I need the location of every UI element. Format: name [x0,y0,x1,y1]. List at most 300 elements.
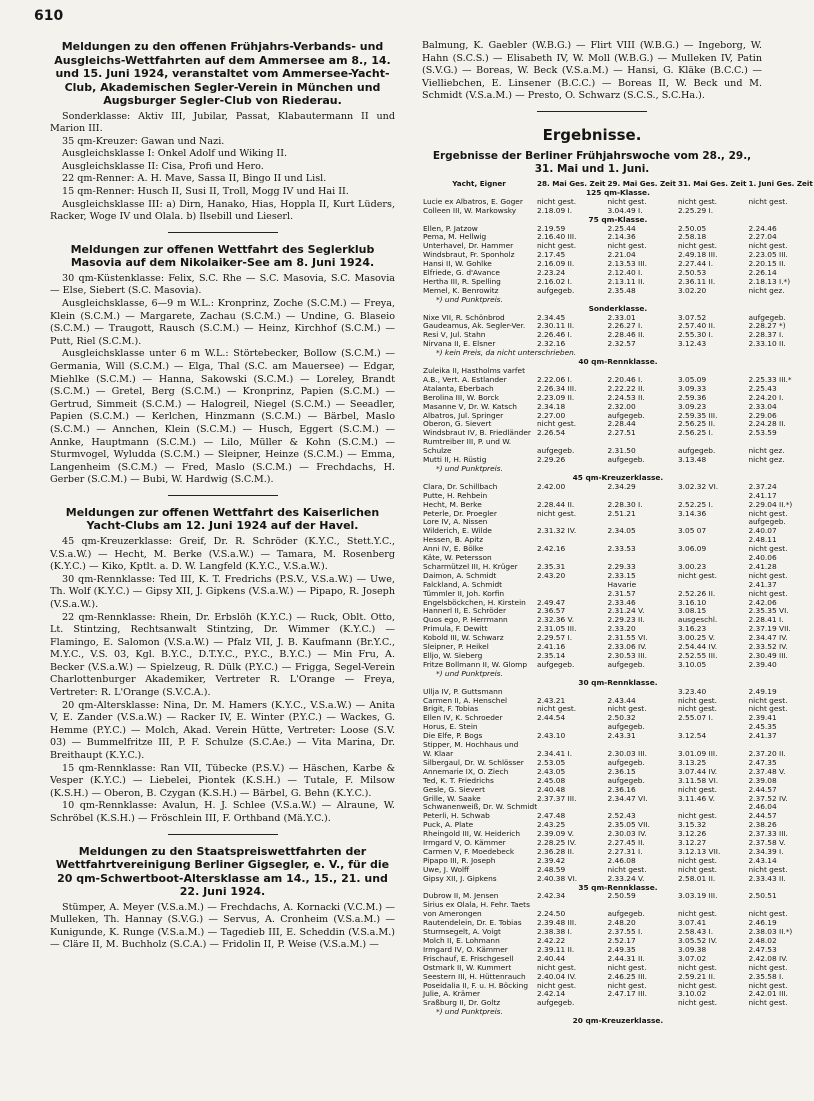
time-cell: 2.52.26 II. [677,588,716,598]
time-cell: 2.38.03 II.*) [748,927,793,937]
header-1-juni: 1. Juni Ges. Zeit [748,178,813,188]
time-cell: nicht gest. [537,419,577,429]
time-cell: 2.38.26 [748,820,777,830]
yacht-cell: Gaudeamus, Ak. Segler-Ver. [423,321,526,331]
yacht-cell: Stipper, M. Hochhaus und [423,740,519,750]
time-cell: 2.32.36 V. [537,615,575,625]
time-cell: 2.40.04 IV. [537,971,577,981]
header-29-mai: 29. Mai Ges. Zeit [607,178,676,188]
time-cell: 2.33.10 II. [748,339,786,349]
time-cell: 2.25.29 I. [677,205,714,215]
time-cell: 2.16.40 III. [537,232,577,242]
time-cell: 3.12.54 [677,731,707,741]
time-cell: 2.22.22 II. [607,383,645,393]
time-cell: aufgegeb. [748,517,786,527]
time-cell: 2.33.24 V. [607,873,645,883]
time-cell: nicht gest. [607,704,647,714]
yacht-cell: Clara, Dr. Schillbach [423,481,498,491]
time-cell: 3.00.23 [677,561,707,571]
announcement-paragraph: 45 qm-Kreuzerklasse: Greif, Dr. R. Schröder (K.Y.C., Stett.Y.C., V.S.a.W.) — Hecht, M. Berke (V.S.a.W.) — Tamara, M. Rosenberg (K.Y.C.) — Kiko, Kptlt. a. D. W. Langfeld (K.Y.C., V.S.a.W.). [50,535,395,573]
yacht-cell: Sturmsegelt, A. Voigt [423,927,501,937]
yacht-cell: Wilderich, E. Wilde [423,526,492,536]
time-cell: nicht gest. [677,704,718,714]
results-table [422,180,814,1026]
time-cell: 2.57.40 II. [677,321,716,331]
yacht-cell: Brigit, F. Tobias [423,704,479,714]
time-cell: nicht gest. [677,864,718,874]
yacht-cell: Hessen, B. Apitz [423,535,484,545]
time-cell: nicht gest. [748,544,788,554]
time-cell: 2.31.24 V. [607,606,645,616]
time-cell: 2.37.58 V. [748,838,786,848]
time-cell: 2.37.48 V. [748,766,786,776]
time-cell: 2.49.47 [537,597,566,607]
time-cell: 2.20.15 II. [748,259,786,269]
time-cell: 2.45.35 [748,722,777,732]
yacht-cell: Unterhavel, Dr. Hammer [423,241,514,251]
time-cell: 2.37.20 II. [748,748,786,758]
yacht-cell: Horus, E. Stein [423,722,478,732]
time-cell: 2.41.37 [748,731,777,741]
time-cell: 2.36.28 II. [537,846,575,856]
time-cell: 3.05 07 [677,526,707,536]
time-cell: nicht gest. [748,909,788,919]
time-cell: 3.07.52 [677,312,707,322]
time-cell: 2.27.51 [607,428,636,438]
time-cell: aufgegeb. [607,775,645,785]
time-cell: 2.36.15 [607,766,636,776]
yacht-cell: Tümmler II, Joh. Korfin [423,588,505,598]
yacht-cell: W. Klaar [423,748,454,758]
time-cell: 2.34.39 I. [748,846,784,856]
time-cell: 2.29.06 [748,410,777,420]
yacht-cell: Peterli, H. Schwab [423,811,490,821]
yacht-cell: A.B., Vert. A. Estlander [423,374,507,384]
time-cell: 2.39.48 III. [537,918,577,928]
time-cell: 3.00.25 V. [677,633,715,643]
time-cell: nicht gest. [748,998,788,1008]
announcement-paragraph: 10 qm-Rennklasse: Avalun, H. J. Schlee (V.S.a.W.) — Alraune, W. Schröbel (K.S.H.) — Fröschlein III, F. Orthband (Mä.Y.C.). [50,800,395,824]
time-cell: 2.24.53 II. [607,392,645,402]
time-cell: 2.31.57 [607,588,636,598]
time-cell: 2.59.36 [677,392,707,402]
time-cell: 3.02.20 [677,285,707,295]
time-cell: 2.33.06 IV. [607,642,647,652]
divider [537,111,647,112]
time-cell: 2.34.18 [537,401,566,411]
time-cell: 2.58.18 [677,232,707,242]
time-cell: aufgegeb. [537,659,575,669]
yacht-cell: Windsbraut, Fr. Sponholz [423,250,515,260]
time-cell: aufgegeb. [607,455,645,465]
time-cell: aufgegeb. [537,285,575,295]
time-cell: 2.52.25 I. [677,499,714,509]
yacht-cell: Poseidalia II, F. u. H. Böcking [423,980,529,990]
time-cell: 2.39.08 [748,775,777,785]
yacht-cell: Gesle, G. Sievert [423,784,485,794]
time-cell: 2.39.09 V. [537,829,575,839]
time-cell: 2.46.04 [748,802,777,812]
time-cell: 2.52.55 III. [677,651,718,660]
time-cell: 2.34.45 [537,312,566,322]
time-cell: 2.35.31 [537,561,566,571]
yacht-cell: Mutti II, H. Rüstig [423,455,487,465]
time-cell: 2.26.46 I. [537,330,573,340]
yacht-cell: Lucie ex Albatros, E. Goger [423,196,523,206]
yacht-cell: Pema, M. Hellwig [423,232,487,242]
time-cell: nicht gest. [748,508,788,518]
time-cell: nicht gest. [677,998,718,1008]
time-cell: 2.25.44 [607,223,636,233]
yacht-cell: Atalanta, Eberbach [423,383,494,393]
time-cell: 2.18.09 I. [537,205,573,215]
yacht-cell: Carmen II, A. Henschel [423,695,508,705]
time-cell: 3.03.19 III. [677,891,718,901]
time-cell: 2.44.57 [748,811,777,821]
yacht-cell: Rheingold III, W. Heiderich [423,829,521,839]
class-heading: 20 qm-Kreuzerklasse. [572,1016,664,1026]
time-cell: nicht gest. [677,855,718,865]
time-cell: 2.43.05 [537,766,566,776]
yacht-cell: Fritze Bollmann II, W. Glomp [423,659,528,669]
time-cell: nicht gest. [748,196,788,206]
time-cell: ausgeschl. [677,615,718,625]
class-heading: 45 qm-Kreuzerklasse. [572,472,664,482]
yacht-cell: Die Elfe, P. Bogs [423,731,483,741]
time-cell: nicht gest. [607,962,647,972]
announcement [50,506,395,826]
time-cell: 2.31.55 VI. [607,633,648,643]
time-cell: 2.41.37 [748,579,777,589]
time-cell: nicht gest. [607,241,647,251]
yacht-cell: Masanne V, Dr. W. Katsch [423,401,517,411]
time-cell: aufgegeb. [537,446,575,456]
time-cell: 2.25.33 III.* [748,374,792,384]
time-cell: nicht gest. [748,695,788,705]
time-cell: 2.35.35 VI. [748,606,789,616]
time-cell: 2.39.41 [748,713,777,723]
yacht-cell: Irmgard V, O. Kämmer [423,838,506,848]
time-cell [536,581,606,590]
time-cell: 2.43.21 [537,695,566,705]
time-cell: 2.30.03 IV. [607,829,647,839]
time-cell: 3.09.38 [677,944,707,954]
time-cell: 2.27.44 I. [677,259,714,269]
announcement-heading: Meldungen zur offenen Wettfahrt des Seglerklub Masovia auf dem Nikolaiker-See am 8. Juni 1924. [70,242,375,270]
time-cell: 2.18.13 I.*) [748,276,791,286]
time-cell: 3.12.27 [677,838,707,848]
time-cell: 2.35.05 VII. [607,820,650,830]
time-cell: 2.30.11 II. [537,321,575,331]
time-cell: 2.44.54 [537,713,566,723]
yacht-cell: Nirvana II, E. Elsner [423,339,496,349]
announcement [50,40,395,224]
time-cell: 2.28.25 IV. [537,838,577,848]
announcement-heading: Meldungen zu den offenen Frühjahrs-Verbands- und Ausgleichs-Wettfahrten auf dem Ammersee am 8., 14. und 15. Juni 1924, veranstaltet vom Ammersee-Yacht-Club, Akademischen Segler-Verein in München und Augsburger Segler-Club von Riederau. [54,40,391,107]
time-cell: 2.20.46 I. [607,374,643,384]
yacht-cell: Ellen IV, K. Schroeder [423,713,503,723]
time-cell: 2.32.16 [537,339,566,349]
announcement-paragraph: 35 qm-Kreuzer: Gawan und Nazi. [62,135,225,147]
yacht-cell: Irmgard IV, O. Kämmer [423,944,508,954]
time-cell: nicht gest. [677,909,718,919]
time-cell: 2.59.35 III. [677,410,718,420]
time-cell: aufgegeb. [607,410,645,420]
time-cell: 2.53.59 [748,428,777,438]
time-cell: 2.28.44 II. [537,499,575,509]
time-cell: 2.42.14 [537,989,566,999]
time-cell: 2.39.40 [748,659,777,669]
time-cell: 2.46.08 [607,855,636,865]
yacht-cell: Ted, K. T. Friedrichs [423,775,494,785]
yacht-cell: Grille, W. Saake [423,793,481,803]
announcement-paragraph: Ausgleichsklasse III: a) Dirn, Hanako, Hias, Hoppla II, Kurt Lüders, Racker, Woge IV und Olala. b) Ilsebill und Lieserl. [50,198,395,223]
time-cell: 3.05.52 IV. [677,936,718,945]
time-cell: 2.28.41 I. [748,615,784,625]
footnote: *) und Punktpreis. [436,463,503,473]
yacht-cell: Putte, H. Rehbein [423,490,488,500]
time-cell: 2.24.46 [748,223,777,233]
time-cell: 2.46.19 [748,918,777,928]
time-cell: 2.23.05 III. [748,250,788,260]
yacht-cell: Anni IV, E. Bölke [423,544,484,554]
yacht-cell: Berolina III, W. Borck [423,392,499,402]
yacht-cell: Elfriede, G. d'Avance [423,268,500,278]
time-cell: nicht gest. [537,241,577,251]
divider [168,495,278,496]
time-cell: 2.30.03 III. [607,748,647,758]
time-cell: 2.26.34 III. [537,383,577,393]
time-cell: nicht gest. [677,962,718,972]
time-cell: 2.28.30 I. [607,499,643,509]
time-cell: 2.40.44 [537,953,566,963]
time-cell: 3.11.58 VI. [677,775,719,785]
yacht-cell: Primula, F. Dewitt [423,624,488,634]
time-cell: 2.52.43 [607,811,636,821]
time-cell: 3.16.23 [677,624,707,634]
time-cell: 2.47.35 [748,757,777,767]
time-cell: nicht gest. [677,695,718,705]
time-cell: nicht gest. [607,196,647,206]
time-cell: 3.09.23 [677,401,707,411]
time-cell: aufgegeb. [677,446,716,456]
time-cell: 2.21.04 [607,250,636,260]
yacht-cell: Ullja IV, P. Guttsmann [423,686,503,696]
time-cell: 2.40.07 [748,526,777,536]
time-cell: 2.34.41 I. [537,748,573,758]
yacht-cell: Hecht, M. Berke [423,499,482,509]
yacht-cell: Käte, W. Petersson [423,553,492,563]
time-cell: 2.33.53 [607,544,636,554]
time-cell: nicht gest. [677,241,718,251]
time-cell: nicht gez. [748,446,785,456]
time-cell: 2.25.43 [748,383,777,393]
yacht-cell: Seestern III, H. Hüttenrauch [423,971,526,981]
time-cell: 2.29.04 II.*) [748,499,793,509]
time-cell: 2.45.08 [537,775,566,785]
time-cell: 3.13.25 [677,757,707,767]
yacht-cell: Oberon, G. Sievert [423,419,492,429]
time-cell: nicht gez. [748,285,785,295]
time-cell: 2.42.34 [537,891,566,901]
time-cell [747,207,813,216]
time-cell: 2.27.31 I. [607,846,643,856]
yacht-cell: Carmen V, F. Moedebeck [423,846,515,856]
time-cell: 3.16.10 [677,597,707,607]
time-cell: 2.50.59 [607,891,636,901]
yacht-cell: Schwanenweiß, Dr. W. Schmidt [423,802,538,812]
time-cell: 2.46.25 III. [607,971,647,981]
yacht-cell: Gipsy XII, J. Gipkens [423,873,497,883]
time-cell: 2.35.48 [607,285,636,295]
time-cell: nicht gest. [607,980,647,990]
time-cell: 2.47.17 III. [607,989,647,999]
time-cell: 2.14.36 [607,232,636,242]
left-column [50,40,395,958]
time-cell: 2.27.45 II. [607,838,645,848]
time-cell: 2.37.37 III. [537,793,577,803]
time-cell: nicht gest. [748,962,788,972]
time-cell: nicht gez. [748,455,785,465]
announcement-paragraph: Stümper, A. Meyer (V.S.a.M.) — Frechdachs, A. Kornacki (V.C.M.) — Mulleken, Th. Hannay (S.V.G.) — Servus, A. Cronheim (V.S.a.M.) — Kunigunde, K. Runge (V.S.a.M.) — Tagedieb III, E. Scheddin (V.S.a.M.) — Cläre II, M. Buchholz (S.C.A.) — Fridolin II, P. Weise (V.S.a.M.) — [50,901,395,951]
results-body [422,189,814,1026]
time-cell: 2.41.28 [748,561,777,571]
yacht-cell: Molch II, E. Lohmann [423,936,500,945]
yacht-cell: Hansi II, W. Gohlke [423,259,492,269]
time-cell: 3.01.09 III. [677,748,718,758]
page-number: 610 [34,8,64,24]
time-cell: nicht gest. [677,784,718,794]
time-cell: 2.16.02 I. [537,276,573,286]
time-cell: 2.33.52 IV. [748,642,788,652]
time-cell: 2.13.11 II. [607,276,645,286]
time-cell: 2.56.25 II. [677,419,716,429]
footnote: *) und Punktpreis. [436,294,503,304]
time-cell: aufgegeb. [607,757,645,767]
announcement-heading: Meldungen zu den Staatspreiswettfahrten der Wettfahrtvereinigung Berliner Gigsegler, e. V., für die 20 qm-Schwertboot-Altersklasse am 14., 15., 21. und 22. Juni 1924. [55,844,390,899]
time-cell: 2.43.31 [607,731,636,741]
class-heading-row [422,1017,814,1026]
time-cell: 2.50.05 [677,223,707,233]
class-heading: 30 qm-Rennklasse. [578,677,658,687]
time-cell: 3.05.09 [677,374,707,384]
announcement-paragraph: 15 qm-Renner: Husch II, Susi II, Troll, Mogg IV und Hai II. [62,186,349,198]
time-cell: nicht gest. [677,980,718,990]
time-cell: 2.44.57 [748,784,777,794]
time-cell: nicht gest. [537,704,577,714]
time-cell: 2.32.57 [607,339,636,349]
time-cell: 2.31.05 III. [537,624,577,634]
time-cell: 2.54.44 IV. [677,642,718,652]
time-cell: 2.48.59 [537,864,566,874]
time-cell: 2.24.20 I. [748,392,784,402]
time-cell: 2.48.20 [607,918,636,928]
time-cell: 2.42.08 IV. [748,953,788,963]
time-cell: 2.39.42 [537,855,566,865]
time-cell: 2.26.27 I. [607,321,643,331]
time-cell: 3.13.48 [677,455,707,465]
time-cell: 2.29.23 II. [607,615,645,625]
time-cell: 2.19.59 [537,223,566,233]
time-cell: 2.37.52 IV. [748,793,788,803]
time-cell: aufgegeb. [607,659,645,669]
time-cell: 2.37.55 I. [607,927,643,937]
footnote: *) und Punktpreis. [436,668,503,678]
time-cell: 2.47.53 [748,944,777,954]
time-cell: 2.29.26 [537,455,566,465]
yacht-cell: Quos ego, P. Herrmann [423,615,508,625]
announcement-paragraph: Ausgleichsklasse I: Onkel Adolf und Wiking II. [62,148,288,160]
time-cell: 2.31.32 IV. [537,526,577,536]
time-cell: 3.07.41 [677,918,707,928]
announcement-paragraph: Ausgleichsklasse, 6—9 m W.L.: Kronprinz, Zoche (S.C.M.) — Freya, Klein (S.C.M.) — Margarete, Zachau (S.C.M.) — Undine, G. Blaseio (S.C.M.) — Traugott, Rausch (S.C.M.) — Heinz, Kirchhof (S.C.M.) — Putt, Riel (S.C.M.). [50,298,395,347]
time-cell: 3.02.32 VI. [677,481,719,491]
time-cell: 2.16.09 II. [537,259,575,269]
announcement-paragraph: 30 qm-Küstenklasse: Felix, S.C. Rhe — S.C. Masovia, S.C. Masovia — Else, Siebert (S.C. Masovia). [50,272,395,297]
announcement [50,845,395,952]
time-cell: 2.41.17 [748,490,777,500]
time-cell: nicht gest. [537,196,577,206]
time-cell: 2.28.37 I. [748,330,784,340]
announcement-heading: Meldungen zur offenen Wettfahrt des Kaiserlichen Yacht-Clubs am 12. Juni 1924 auf der Havel. [65,505,380,533]
time-cell: 2.37.19 VII. [748,624,791,634]
class-heading: 40 qm-Rennklasse. [578,357,658,367]
yacht-cell: Sleipner, P. Heikel [423,642,489,652]
header-28-mai: 28. Mai Ges. Zeit [537,178,606,188]
time-cell: nicht gest. [748,570,788,580]
time-cell: 2.33.20 [607,624,636,634]
announcement-paragraph: 15 qm-Rennklasse: Ran VII, Tübecke (P.S.V.) — Häschen, Karbe & Vesper (K.Y.C.) — Liebelei, Piontek (K.S.H.) — Tutale, F. Milsow (K.S.H.) — Oberon, B. Czygan (K.S.H.) — Bärbel, G. Behn (K.Y.C.). [50,762,395,799]
yacht-cell: Hertha III, R. Spelling [423,276,501,286]
time-cell: nicht gest. [748,864,788,874]
time-cell: nicht gest. [537,962,577,972]
time-cell: aufgegeb. [607,909,645,919]
announcement-paragraph: 20 qm-Altersklasse: Nina, Dr. M. Hamers (K.Y.C., V.S.a.W.) — Anita V, E. Zander (V.S.a.W.) — Racker IV, E. Winter (P.Y.C.) — Wackes, G. Hemme (P.Y.C.) — Molch, Akad. Verein Hütte, Vertreter: Loose (S.V. 03) — Bummelfritze III, P. F. Schulze (S.C.Ae.) — Vita Marina, Dr. Breithaupt (K.Y.C.). [50,699,395,762]
yacht-cell: Julie, A. Krämer [423,989,481,999]
time-cell: nicht gest. [748,241,788,251]
yacht-cell: Albatros, Jul. Springer [423,410,504,420]
yacht-cell: Pipapo III, R. Joseph [423,855,496,865]
time-cell: 2.42.22 [537,936,566,945]
yacht-cell: Peterle, Dr. Proegler [423,508,497,518]
yacht-cell: Lore IV, A. Nissen [423,517,488,527]
announcement-paragraph: 30 qm-Rennklasse: Ted III, K. T. Fredrichs (P.S.V., V.S.a.W.) — Uwe, Th. Wolf (K.Y.C.) — Gipsy XII, J. Gipkens (V.S.a.W.) — Pipapo, R. Joseph (V.S.a.W.). [50,573,395,610]
time-cell: aufgegeb. [537,998,575,1008]
yacht-cell: Daimon, A. Schmidt [423,570,497,580]
time-cell: 2.33.43 II. [748,873,786,883]
time-cell: 2.31.50 [607,446,636,456]
time-cell: 2.38.38 I. [537,927,573,937]
time-cell: 2.40.48 [537,784,566,794]
time-cell: 3.08.15 [677,606,707,616]
time-cell: 2.53.05 [537,757,566,767]
time-cell: 2.24.28 II. [748,419,786,429]
time-cell: 3.14.36 [677,508,707,518]
time-cell: 2.32.00 [607,401,636,411]
footnote: *) kein Preis, da nicht unterschrieben. [436,348,577,358]
time-cell: 2.24.50 [537,909,566,919]
yacht-cell: von Amerongen [423,909,482,919]
time-cell: 2.27.04 [748,232,777,242]
time-cell: 2.37.24 [748,481,777,491]
time-cell: aufgegeb. [748,312,786,322]
results-title: Ergebnisse. [542,125,642,144]
time-cell: 2.52.17 [607,936,636,945]
time-cell: nicht gest. [748,704,788,714]
time-cell: 2.34.47 IV. [748,633,788,643]
time-cell: 2.28.46 II. [607,330,645,340]
time-cell: 2.27.00 [537,410,566,420]
